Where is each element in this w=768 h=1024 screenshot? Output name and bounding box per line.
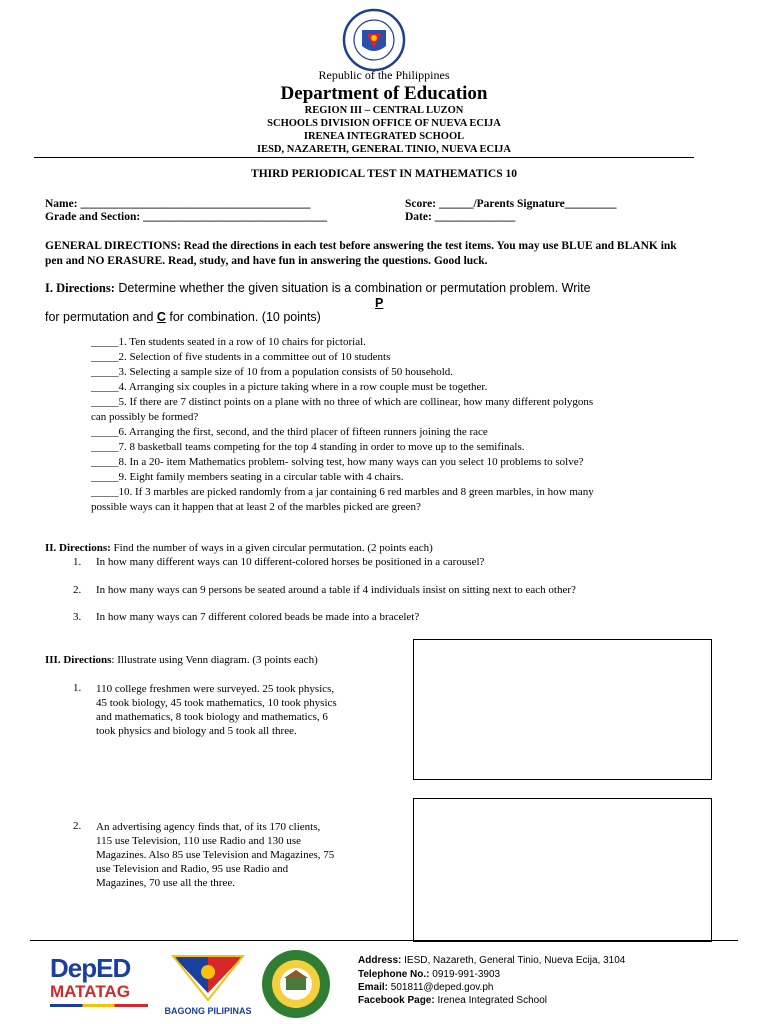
list-item: _____6. Arranging the first, second, and the third placer of fifteen runners joining the race xyxy=(91,426,488,438)
q2-line: use Television and Radio, 95 use Radio and xyxy=(96,863,289,875)
section2-q1-num: 1. xyxy=(73,556,82,568)
section1-text-c: for combination. (10 points) xyxy=(165,310,321,324)
list-item-continuation: can possibly be formed? xyxy=(91,411,199,423)
school-address-header: IESD, NAZARETH, GENERAL TINIO, NUEVA ECIJA xyxy=(256,144,511,155)
footer-facebook xyxy=(358,995,547,1006)
list-item: _____5. If there are 7 distinct points on a plane with no three of which are collinear, how many different polygons xyxy=(91,396,594,408)
school-name: IRENEA INTEGRATED SCHOOL xyxy=(303,131,465,142)
telephone-label: Telephone No.: xyxy=(358,969,430,980)
section2-q3: In how many ways can 7 different colored beads be made into a bracelet? xyxy=(96,611,420,623)
matatag-wordmark: MATATAG xyxy=(50,982,130,1001)
list-item: _____8. In a 20- item Mathematics problem- solving test, how many ways can you select 10 problems to solve? xyxy=(91,456,584,468)
matatag-stripe xyxy=(50,1004,148,1007)
department-title: Department of Education xyxy=(280,83,488,104)
section1-label: I. Directions: xyxy=(45,281,115,295)
section2-q2: In how many ways can 9 persons be seated around a table if 4 individuals insist on sitting next to each other? xyxy=(96,584,576,596)
q1-line: 110 college freshmen were surveyed. 25 took physics, xyxy=(96,683,335,695)
q2-line: Magazines, 70 use all the three. xyxy=(96,877,235,889)
section1-directions xyxy=(45,281,725,295)
section1-c: C xyxy=(156,310,166,324)
footer-email xyxy=(358,982,493,993)
deped-matatag-logo xyxy=(50,954,150,1018)
general-directions: GENERAL DIRECTIONS: Read the directions in each test before answering the test items. You may use BLUE and BLANK ink pen and NO ERASURE. Read, study, and have fun in answering the questions. Good luck. xyxy=(45,240,677,267)
footer-divider xyxy=(30,940,738,941)
section2-directions xyxy=(45,542,433,554)
list-item: _____9. Eight family members seating in a circular table with 4 chairs. xyxy=(91,471,404,483)
venn-answer-box-2[interactable] xyxy=(413,798,712,942)
section3-label: III. Directions xyxy=(45,654,112,666)
list-item: _____1. Ten students seated in a row of 10 chairs for pictorial. xyxy=(91,336,366,348)
section2-q2-num: 2. xyxy=(73,584,82,596)
section2-q1: In how many different ways can 10 different-colored horses be positioned in a carousel? xyxy=(96,556,485,568)
bagong-pilipinas-logo xyxy=(163,948,253,1008)
deped-seal-logo xyxy=(329,8,419,72)
section1-line2 xyxy=(45,310,321,324)
school-seal-logo xyxy=(259,948,333,1020)
facebook-label: Facebook Page: xyxy=(358,995,435,1006)
division-text: SCHOOLS DIVISION OFFICE OF NUEVA ECIJA xyxy=(267,118,501,129)
address-value: IESD, Nazareth, General Tinio, Nueva Ecija, 3104 xyxy=(401,955,626,966)
q2-line: 115 use Television, 110 use Radio and 130 use xyxy=(96,835,302,847)
section3-q2 xyxy=(96,820,334,890)
deped-wordmark: DepED xyxy=(50,953,131,983)
venn-answer-box-1[interactable] xyxy=(413,639,712,780)
address-label: Address: xyxy=(358,955,402,966)
section2-q3-num: 3. xyxy=(73,611,82,623)
section1-p: P xyxy=(375,296,384,310)
name-field[interactable]: Name: ________________________________________ xyxy=(45,198,311,210)
list-item: _____4. Arranging six couples in a picture taking where in a row couple must be together. xyxy=(91,381,488,393)
section3-q2-num: 2. xyxy=(73,820,82,832)
test-title: THIRD PERIODICAL TEST IN MATHEMATICS 10 xyxy=(251,168,517,180)
section2-label: II. Directions: xyxy=(45,542,111,554)
score-field[interactable]: Score: ______/Parents Signature_________ xyxy=(405,198,617,210)
republic-text: Republic of the Philippines xyxy=(318,68,450,82)
date-field[interactable]: Date: ______________ xyxy=(405,211,516,223)
email-label: Email: xyxy=(358,982,389,993)
email-value[interactable]: 501811@deped.gov.ph xyxy=(388,982,494,993)
q2-line: An advertising agency finds that, of its 170 clients, xyxy=(96,821,321,833)
section3-q1 xyxy=(96,682,337,738)
list-item: _____2. Selection of five students in a committee out of 10 students xyxy=(91,351,391,363)
section1-text-b: for permutation and xyxy=(45,310,157,324)
q1-line: 45 took biology, 45 took mathematics, 10 took physics xyxy=(96,697,337,709)
grade-section-field[interactable]: Grade and Section: ________________________________ xyxy=(45,211,328,223)
section1-items xyxy=(45,335,735,515)
section3-directions xyxy=(45,654,318,666)
section1-text-a: Determine whether the given situation is a combination or permutation problem. Write xyxy=(114,281,591,295)
list-item: _____3. Selecting a sample size of 10 from a population consists of 50 household. xyxy=(91,366,454,378)
facebook-value[interactable]: Irenea Integrated School xyxy=(434,995,548,1006)
region-text: REGION III – CENTRAL LUZON xyxy=(304,105,464,116)
section3-text: : Illustrate using Venn diagram. (3 points each) xyxy=(111,654,318,666)
list-item: _____7. 8 basketball teams competing for the top 4 standing in order to move up to the semifinals. xyxy=(91,441,525,453)
list-item-continuation: possible ways can it happen that at least 2 of the marbles picked are green? xyxy=(91,501,421,513)
header-divider xyxy=(34,157,694,158)
section2-text: Find the number of ways in a given circular permutation. (2 points each) xyxy=(110,542,433,554)
list-item: _____10. If 3 marbles are picked randomly from a jar containing 6 red marbles and 8 green marbles, in how many xyxy=(91,486,594,498)
bagong-pilipinas-text: BAGONG PILIPINAS xyxy=(164,1006,252,1016)
q1-line: and mathematics, 8 took biology and mathematics, 6 xyxy=(96,711,328,723)
q1-line: took physics and biology and 5 took all three. xyxy=(96,725,297,737)
q2-line: Magazines. Also 85 use Television and Magazines, 75 xyxy=(96,849,335,861)
telephone-value: 0919-991-3903 xyxy=(429,969,501,980)
footer-address xyxy=(358,955,625,966)
footer-telephone xyxy=(358,969,500,980)
section3-q1-num: 1. xyxy=(73,682,82,694)
